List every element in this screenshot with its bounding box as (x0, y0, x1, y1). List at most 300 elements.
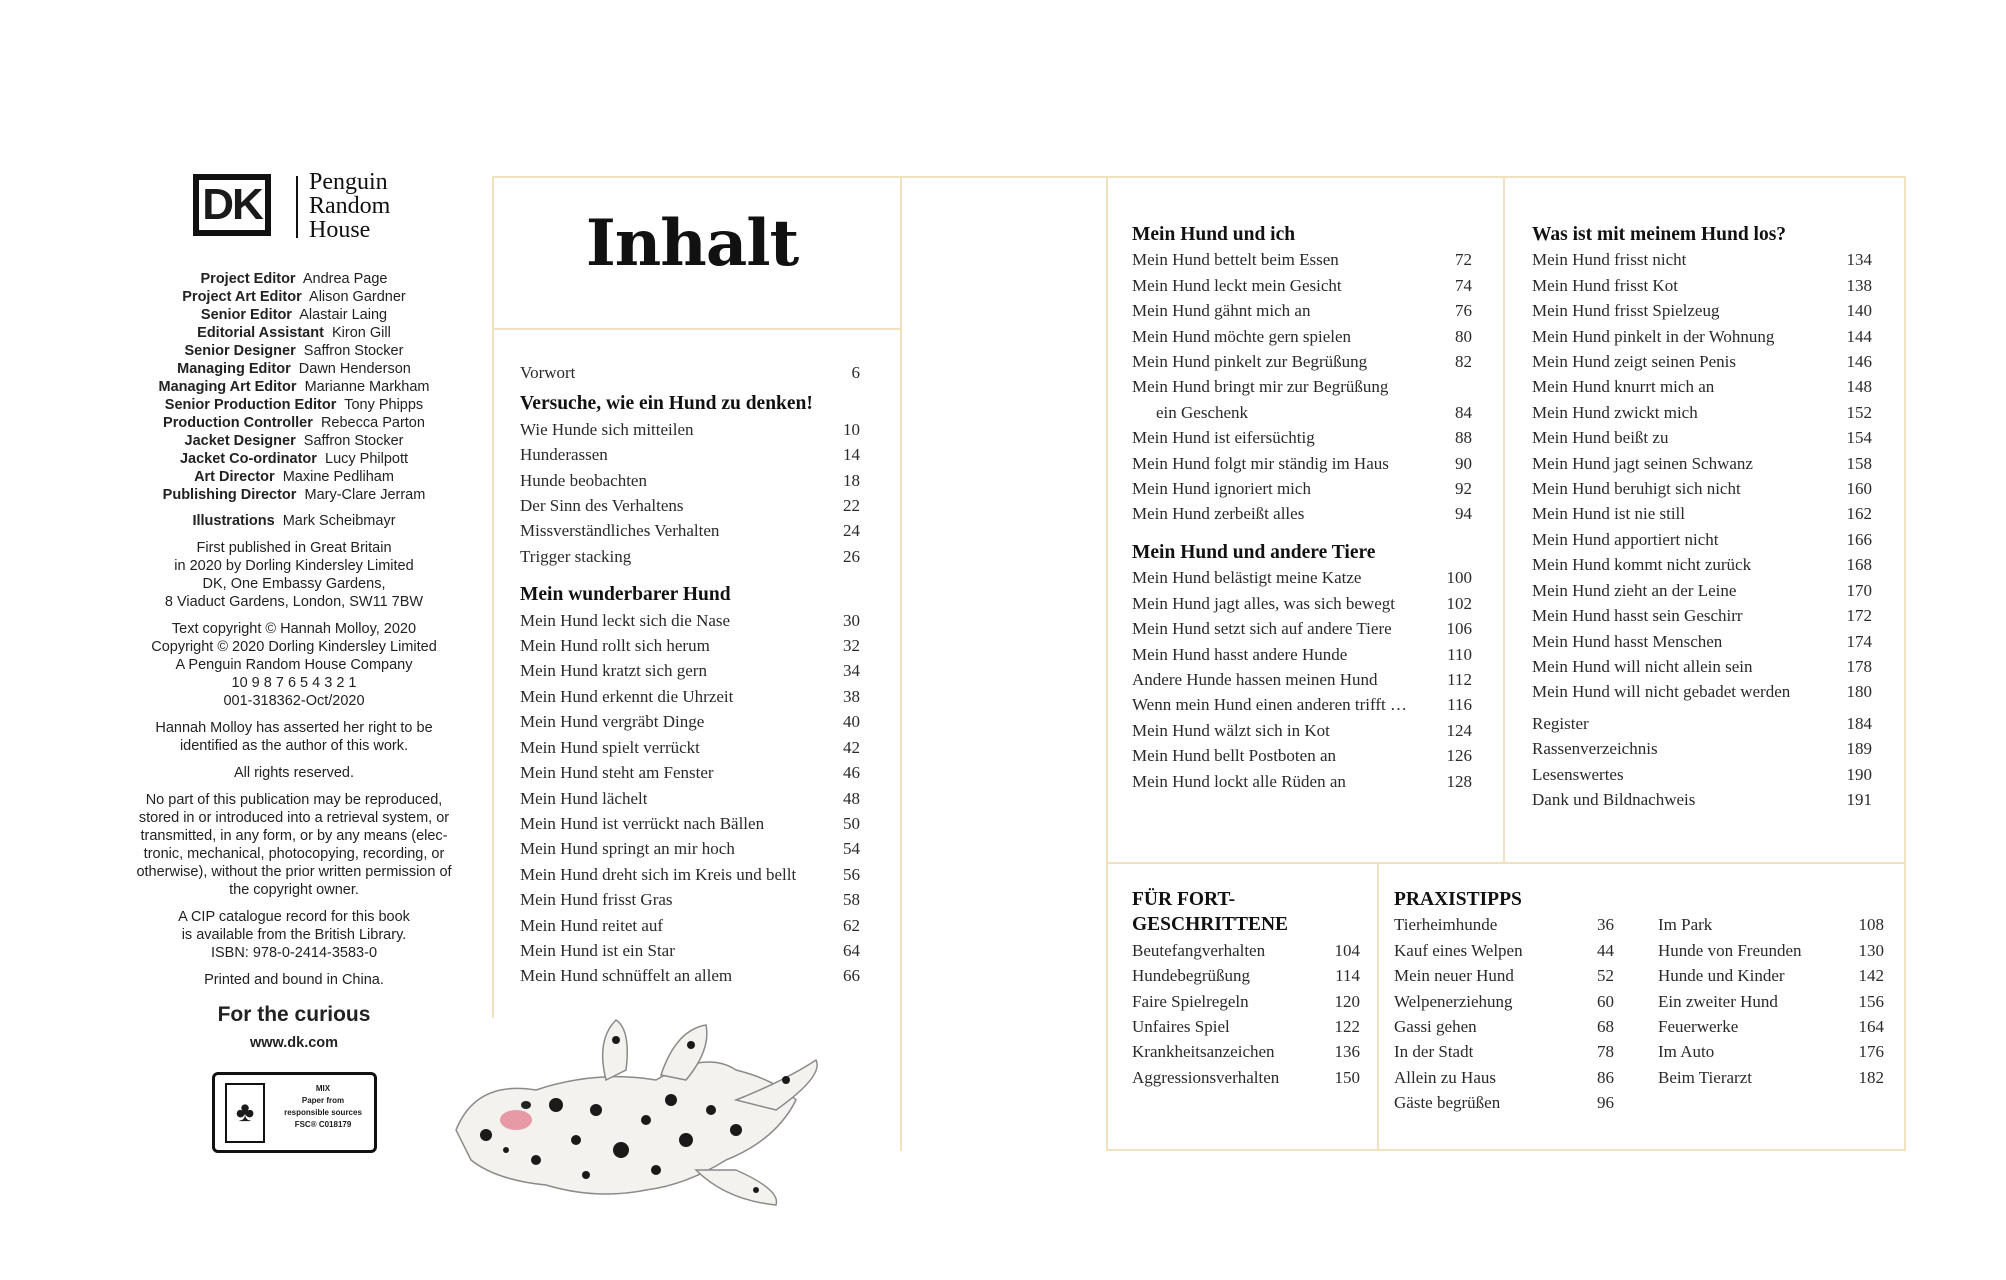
toc-entry-page: 24 (843, 521, 860, 541)
toc-entry-page: 130 (1858, 940, 1884, 960)
toc-entry[interactable] (1132, 349, 1472, 374)
toc-entry[interactable] (1132, 273, 1472, 298)
toc-entry-page: 170 (1846, 580, 1872, 600)
toc-entry-page: 128 (1446, 771, 1472, 791)
toc-entry-page: 54 (843, 839, 860, 859)
toc-entry-title: Allein zu Haus (1394, 1067, 1496, 1087)
toc-entry-page: 76 (1455, 301, 1472, 321)
section-heading: Mein Hund und andere Tiere (1132, 541, 1376, 563)
toc-entry[interactable] (1658, 1039, 1884, 1064)
dalmatian-illustration (446, 1010, 841, 1210)
toc-entry-title: Mein neuer Hund (1394, 966, 1514, 986)
toc-entry-title: Mein Hund leckt sich die Nase (520, 610, 731, 630)
toc-entry-page: 34 (843, 661, 860, 681)
toc-entry-page: 182 (1858, 1067, 1884, 1087)
toc-entry[interactable] (1532, 501, 1872, 526)
credit-name: Tony Phipps (344, 397, 424, 413)
section-heading: Mein Hund und ich (1132, 224, 1296, 245)
toc-entry-page: 166 (1846, 529, 1872, 549)
toc-entry[interactable] (520, 417, 860, 442)
toc-entry[interactable] (1532, 762, 1872, 787)
toc-entry[interactable] (1132, 938, 1360, 963)
toc-entry-page: 60 (1597, 991, 1614, 1011)
toc-entry-page: 144 (1846, 326, 1872, 346)
toc-entry-page: 190 (1846, 764, 1872, 784)
toc-entry[interactable] (1132, 298, 1472, 323)
toc-entry[interactable] (1394, 1065, 1614, 1090)
toc-entry[interactable] (1532, 400, 1872, 425)
toc-entry[interactable] (520, 836, 860, 861)
toc-entry[interactable] (1132, 769, 1472, 794)
toc-entry-title: Mein Hund ist ein Star (520, 940, 675, 960)
toc-entry[interactable] (1532, 349, 1872, 374)
credit-role: Managing Editor (177, 361, 291, 377)
toc-entry[interactable] (1132, 718, 1472, 743)
toc-entry-page: 142 (1858, 966, 1884, 986)
toc-entry-page: 80 (1455, 326, 1472, 346)
toc-entry[interactable] (1132, 501, 1472, 526)
toc-entry-page: 64 (843, 940, 860, 960)
toc-entry[interactable] (520, 633, 860, 658)
toc-entry-title: Hunde beobachten (520, 470, 647, 490)
toc-entry-page: 66 (843, 966, 860, 986)
toc-entry-title: Mein Hund beruhigt sich nicht (1532, 479, 1741, 499)
imprint-line: 8 Viaduct Gardens, London, SW11 7BW (164, 594, 424, 610)
toc-entry[interactable] (1658, 912, 1884, 937)
imprint-paragraph (130, 908, 458, 962)
imprint-line: otherwise), without the prior written permission of (136, 864, 452, 880)
credit-role: Project Editor (200, 271, 296, 287)
toc-entry[interactable] (1532, 451, 1872, 476)
toc-entry[interactable] (1132, 324, 1472, 349)
toc-entry-title: Feuerwerke (1658, 1017, 1739, 1037)
toc-entry[interactable] (1394, 912, 1614, 937)
toc-entry-title: Mein Hund zwickt mich (1532, 402, 1698, 422)
toc-entry[interactable] (520, 862, 860, 887)
toc-entry[interactable] (520, 684, 860, 709)
toc-entry-page: 164 (1858, 1017, 1884, 1037)
toc-entry-page: 154 (1846, 428, 1872, 448)
credit-line (130, 306, 458, 324)
credit-name: Mary-Clare Jerram (304, 487, 426, 503)
toc-entry-title: Andere Hunde hassen meinen Hund (1132, 669, 1378, 689)
toc-entry[interactable] (1132, 1065, 1360, 1090)
toc-entry[interactable] (1532, 736, 1872, 761)
toc-entry-page: 22 (843, 496, 860, 516)
toc-entry-page: 92 (1455, 479, 1472, 499)
dk-penguin-random-house-logo (193, 169, 418, 244)
toc-entry-page: 30 (843, 610, 860, 630)
section-heading: Was ist mit meinem Hund los? (1532, 224, 1787, 245)
credit-line (130, 360, 458, 378)
credit-role: Jacket Designer (184, 433, 296, 449)
toc-entry-page: 148 (1846, 377, 1872, 397)
toc-entry-page: 50 (843, 813, 860, 833)
toc-entry-title: Mein Hund pinkelt in der Wohnung (1532, 326, 1775, 346)
illustrations-credit: Illustrations Mark Scheibmayr (192, 513, 396, 529)
imprint-line: is available from the British Library. (181, 927, 407, 943)
toc-entry-title: Mein Hund erkennt die Uhrzeit (520, 686, 734, 706)
toc-entry-page: 172 (1846, 606, 1872, 626)
toc-entry[interactable] (1132, 400, 1472, 425)
contents-column-1 (520, 360, 860, 989)
fsc-label (212, 1072, 377, 1153)
toc-entry[interactable] (1132, 667, 1472, 692)
toc-entry[interactable] (1132, 374, 1472, 399)
toc-entry-title: Mein Hund ignoriert mich (1132, 479, 1311, 499)
imprint-line: 10 9 8 7 6 5 4 3 2 1 (231, 675, 357, 691)
toc-entry[interactable] (520, 544, 860, 569)
toc-entry-page: 36 (1597, 915, 1614, 935)
toc-entry-page: 44 (1597, 940, 1614, 960)
toc-entry[interactable] (1532, 374, 1872, 399)
imprint-line: the copyright owner. (229, 882, 359, 898)
toc-entry-title: Gäste begrüßen (1394, 1093, 1501, 1113)
toc-entry[interactable] (1658, 1065, 1884, 1090)
toc-entry-page: 94 (1455, 504, 1472, 524)
credit-role: Publishing Director (162, 487, 297, 503)
toc-entry-page: 162 (1846, 504, 1872, 524)
imprint-line: Printed and bound in China. (204, 972, 384, 988)
toc-entry-title: Mein Hund will nicht allein sein (1532, 656, 1753, 676)
credit-name: Marianne Markham (304, 379, 430, 395)
toc-entry-title: Beim Tierarzt (1658, 1067, 1752, 1087)
toc-entry-page: 191 (1846, 789, 1872, 809)
tips-left-column (1394, 912, 1614, 1115)
toc-entry-title: Mein Hund zieht an der Leine (1532, 580, 1737, 600)
credit-role: Senior Designer (184, 343, 296, 359)
credit-line (130, 324, 458, 342)
toc-entry-title: Mein Hund apportiert nicht (1532, 529, 1719, 549)
toc-entry-page: 82 (1455, 352, 1472, 372)
section-gap (1132, 527, 1472, 540)
toc-entry-title: Unfaires Spiel (1132, 1017, 1230, 1037)
toc-entry-page: 100 (1446, 568, 1472, 588)
toc-entry-page: 134 (1846, 250, 1872, 270)
toc-entry-title: Aggressionsverhalten (1132, 1067, 1280, 1087)
toc-entry-title: Faire Spielregeln (1132, 991, 1249, 1011)
toc-entry-page: 90 (1455, 453, 1472, 473)
imprint-line: in 2020 by Dorling Kindersley Limited (174, 558, 414, 574)
credit-line (130, 270, 458, 288)
toc-entry-page: 136 (1334, 1042, 1360, 1062)
imprint-line: Text copyright © Hannah Molloy, 2020 (171, 621, 417, 637)
toc-entry-title: Mein Hund will nicht gebadet werden (1532, 682, 1791, 702)
toc-entry-vorwort[interactable]: Vorwort 6 (520, 363, 860, 382)
toc-entry-title: Beutefangverhalten (1132, 940, 1266, 960)
credit-line (130, 414, 458, 432)
toc-entry[interactable] (1532, 711, 1872, 736)
credit-name: Maxine Pedliham (282, 469, 394, 485)
credit-name: Rebecca Parton (320, 415, 425, 431)
toc-entry[interactable] (520, 760, 860, 785)
toc-entry-page: 40 (843, 712, 860, 732)
toc-entry[interactable] (1132, 476, 1472, 501)
toc-entry-page: 174 (1846, 631, 1872, 651)
toc-entry-page: 48 (843, 788, 860, 808)
toc-entry-title: Rassenverzeichnis (1532, 739, 1658, 759)
toc-entry-page: 78 (1597, 1042, 1614, 1062)
toc-entry-title: Mein Hund frisst nicht (1532, 250, 1687, 270)
toc-entry[interactable] (1132, 451, 1472, 476)
toc-entry[interactable] (1132, 591, 1472, 616)
toc-entry-title: Mein Hund wälzt sich in Kot (1132, 720, 1330, 740)
toc-entry[interactable] (1132, 692, 1472, 717)
toc-entry-title: Mein Hund möchte gern spielen (1132, 326, 1352, 346)
credit-line (130, 486, 458, 504)
toc-entry-title: Mein Hund steht am Fenster (520, 763, 714, 783)
toc-entry-title: Mein Hund frisst Gras (520, 890, 673, 910)
toc-entry[interactable] (520, 786, 860, 811)
toc-entry[interactable] (520, 887, 860, 912)
contents-title: Inhalt (585, 206, 799, 281)
toc-entry-title: Mein Hund rollt sich herum (520, 636, 710, 656)
toc-entry[interactable] (520, 709, 860, 734)
toc-entry-title: Mein Hund zeigt seinen Penis (1532, 352, 1736, 372)
tips-box (1394, 887, 1884, 1116)
toc-entry-page: 62 (843, 915, 860, 935)
toc-entry[interactable] (1658, 938, 1884, 963)
imprint-line: DK, One Embassy Gardens, (202, 576, 386, 592)
toc-entry[interactable] (1532, 324, 1872, 349)
toc-entry-page: 10 (843, 419, 860, 439)
toc-entry[interactable] (1658, 1014, 1884, 1039)
credit-line (130, 288, 458, 306)
website-link[interactable]: www.dk.com (249, 1035, 339, 1051)
toc-entry-title: Ein zweiter Hund (1658, 991, 1778, 1011)
tips-right-column (1658, 912, 1884, 1115)
toc-entry-page: 168 (1846, 555, 1872, 575)
toc-entry-page: 52 (1597, 966, 1614, 986)
toc-entry-title: Kauf eines Welpen (1394, 940, 1523, 960)
toc-entry[interactable] (1532, 578, 1872, 603)
imprint-line: transmitted, in any form, or by any means (elec- (140, 828, 448, 844)
toc-entry-page: 122 (1334, 1017, 1360, 1037)
credit-role: Senior Production Editor (164, 397, 337, 413)
toc-entry[interactable] (1132, 565, 1472, 590)
imprint-line: tronic, mechanical, photocopying, recording, or (143, 846, 445, 862)
credit-name: Saffron Stocker (303, 343, 404, 359)
toc-entry-page: 124 (1446, 720, 1472, 740)
credit-name: Lucy Philpott (325, 451, 409, 467)
tagline: For the curious (217, 1003, 371, 1026)
toc-entry-page: 96 (1597, 1093, 1614, 1113)
column-1-sections (520, 391, 860, 988)
toc-entry-title: Mein Hund setzt sich auf andere Tiere (1132, 619, 1392, 639)
toc-entry-title: ein Geschenk (1156, 402, 1249, 422)
imprint-line: No part of this publication may be reproduced, (145, 792, 443, 808)
toc-entry[interactable] (1658, 989, 1884, 1014)
toc-entry-title: Mein Hund kratzt sich gern (520, 661, 707, 681)
toc-entry[interactable] (1132, 425, 1472, 450)
toc-entry[interactable] (1532, 552, 1872, 577)
contents-column-2 (1132, 222, 1472, 794)
column-3-items (1532, 247, 1872, 704)
toc-entry[interactable] (520, 913, 860, 938)
logo-divider (296, 176, 298, 238)
toc-entry-title: Wenn mein Hund einen anderen trifft … (1132, 695, 1407, 715)
toc-entry-page: 74 (1455, 275, 1472, 295)
advanced-heading-line-2: GESCHRITTENE (1132, 914, 1289, 936)
credit-line (130, 468, 458, 486)
imprint-paragraph (130, 764, 458, 782)
toc-entry-title: Hundebegrüßung (1132, 966, 1251, 986)
toc-entry-title: Mein Hund ist verrückt nach Bällen (520, 813, 765, 833)
toc-entry[interactable] (1532, 273, 1872, 298)
toc-entry[interactable] (1394, 1014, 1614, 1039)
credit-name: Andrea Page (302, 271, 388, 287)
toc-entry[interactable] (520, 811, 860, 836)
toc-entry-title: Lesenswertes (1532, 764, 1624, 784)
toc-entry-title: Mein Hund schnüffelt an allem (520, 966, 733, 986)
toc-entry[interactable] (1532, 787, 1872, 812)
imprint-line: ISBN: 978-0-2414-3583-0 (210, 945, 378, 961)
toc-entry[interactable] (1532, 476, 1872, 501)
toc-entry[interactable] (520, 442, 860, 467)
toc-entry-title: Krankheitsanzeichen (1132, 1042, 1275, 1062)
toc-entry-title: Mein Hund vergräbt Dinge (520, 712, 705, 732)
imprint-line: All rights reserved. (233, 765, 355, 781)
toc-entry[interactable] (520, 608, 860, 633)
credit-role: Art Director (194, 469, 275, 485)
toc-entry-page: 86 (1597, 1067, 1614, 1087)
toc-entry[interactable] (1132, 743, 1472, 768)
toc-entry[interactable] (1394, 989, 1614, 1014)
credit-name: Kiron Gill (332, 325, 391, 341)
toc-entry[interactable] (1132, 989, 1360, 1014)
toc-entry[interactable] (1132, 616, 1472, 641)
toc-entry-page: 26 (843, 546, 860, 566)
credit-role: Senior Editor (200, 307, 292, 323)
toc-entry-page: 56 (843, 864, 860, 884)
toc-entry[interactable] (520, 963, 860, 988)
toc-entry[interactable] (520, 468, 860, 493)
toc-entry-title: Register (1532, 713, 1589, 733)
toc-entry[interactable] (1532, 298, 1872, 323)
advanced-items (1132, 938, 1360, 1090)
toc-entry[interactable] (520, 735, 860, 760)
toc-entry-title: Welpenerziehung (1394, 991, 1513, 1011)
imprint-line: A Penguin Random House Company (175, 657, 413, 673)
imprint-line: identified as the author of this work. (179, 738, 409, 754)
toc-entry[interactable] (1532, 425, 1872, 450)
toc-entry-page: 180 (1846, 682, 1872, 702)
toc-entry-title: Mein Hund jagt seinen Schwanz (1532, 453, 1753, 473)
toc-entry-title: Mein Hund hasst andere Hunde (1132, 644, 1348, 664)
credit-role: Managing Art Editor (158, 379, 297, 395)
toc-entry-title: Mein Hund frisst Spielzeug (1532, 301, 1720, 321)
credit-name: Saffron Stocker (303, 433, 404, 449)
imprint-paragraph (130, 539, 458, 611)
toc-entry[interactable] (1532, 629, 1872, 654)
credit-line (130, 378, 458, 396)
dk-logo-mark: DK (193, 174, 271, 236)
toc-entry-title: Mein Hund ist eifersüchtig (1132, 428, 1315, 448)
toc-entry[interactable] (520, 938, 860, 963)
toc-entry-title: Tierheimhunde (1394, 915, 1498, 935)
toc-entry-title: Hunderassen (520, 445, 608, 465)
toc-entry-title: Mein Hund bringt mir zur Begrüßung (1132, 377, 1389, 397)
imprint-line: Copyright © 2020 Dorling Kindersley Limited (151, 639, 437, 655)
toc-entry-page: 146 (1846, 352, 1872, 372)
credit-line (130, 432, 458, 450)
toc-entry-page: 116 (1447, 695, 1472, 715)
toc-entry-page: 114 (1335, 966, 1360, 986)
toc-entry-page: 72 (1455, 250, 1472, 270)
toc-entry[interactable] (1658, 963, 1884, 988)
credit-role: Project Art Editor (182, 289, 302, 305)
toc-entry[interactable] (1394, 963, 1614, 988)
imprint-paragraph (130, 971, 458, 989)
toc-entry-title: Mein Hund dreht sich im Kreis und bellt (520, 864, 797, 884)
toc-entry-title: Mein Hund knurrt mich an (1532, 377, 1715, 397)
toc-entry-title: Mein Hund folgt mir ständig im Haus (1132, 453, 1389, 473)
credit-line (130, 396, 458, 414)
advanced-box (1132, 887, 1360, 1090)
toc-entry-title: Mein Hund ist nie still (1532, 504, 1685, 524)
toc-entry[interactable] (1532, 679, 1872, 704)
imprint-line: stored in or introduced into a retrieval system, or (138, 810, 450, 826)
toc-entry[interactable] (1132, 1039, 1360, 1064)
section-heading: Versuche, wie ein Hund zu denken! (520, 393, 813, 415)
toc-entry-title: Mein Hund gähnt mich an (1132, 301, 1311, 321)
toc-entry-page: 46 (843, 763, 860, 783)
toc-entry-title: Mein Hund hasst Menschen (1532, 631, 1723, 651)
toc-entry[interactable] (1132, 642, 1472, 667)
imprint-paragraph (130, 620, 458, 710)
toc-entry-title: Trigger stacking (520, 546, 632, 566)
toc-entry-title: In der Stadt (1394, 1042, 1474, 1062)
toc-entry[interactable] (1532, 247, 1872, 272)
toc-entry-page: 110 (1447, 644, 1472, 664)
toc-entry-page: 104 (1334, 940, 1360, 960)
toc-entry-title: Mein Hund leckt mein Gesicht (1132, 275, 1342, 295)
imprint (130, 270, 458, 1051)
toc-entry-title: Hunde von Freunden (1658, 940, 1802, 960)
credit-role: Production Controller (163, 415, 313, 431)
imprint-line: 001-318362-Oct/2020 (223, 693, 365, 709)
toc-entry[interactable] (1532, 603, 1872, 628)
toc-entry[interactable] (1394, 938, 1614, 963)
publisher-name: Penguin Random House (309, 169, 391, 243)
toc-entry[interactable] (520, 658, 860, 683)
toc-entry[interactable] (1394, 1090, 1614, 1115)
toc-entry[interactable] (1132, 963, 1360, 988)
toc-entry-title: Hunde und Kinder (1658, 966, 1785, 986)
toc-entry-page: 176 (1858, 1042, 1884, 1062)
imprint-line: Hannah Molloy has asserted her right to be (155, 720, 433, 736)
toc-entry[interactable] (1132, 247, 1472, 272)
toc-entry-title: Mein Hund jagt alles, was sich bewegt (1132, 593, 1395, 613)
toc-entry-page: 150 (1334, 1067, 1360, 1087)
toc-entry-page: 156 (1858, 991, 1884, 1011)
toc-entry[interactable] (1132, 1014, 1360, 1039)
toc-entry-page: 106 (1446, 619, 1472, 639)
column-3-extras (1532, 711, 1872, 813)
toc-entry-title: Mein Hund reitet auf (520, 915, 664, 935)
toc-entry[interactable] (520, 518, 860, 543)
toc-entry[interactable] (1532, 654, 1872, 679)
imprint-paragraphs (130, 539, 458, 989)
toc-entry-page: 178 (1846, 656, 1872, 676)
toc-entry[interactable] (1532, 527, 1872, 552)
toc-entry[interactable] (1394, 1039, 1614, 1064)
advanced-heading-line-1: FÜR FORT- (1132, 889, 1236, 910)
toc-entry[interactable] (520, 493, 860, 518)
credit-name: Alison Gardner (309, 289, 406, 305)
toc-entry-page (1462, 374, 1472, 399)
imprint-paragraph (130, 791, 458, 899)
